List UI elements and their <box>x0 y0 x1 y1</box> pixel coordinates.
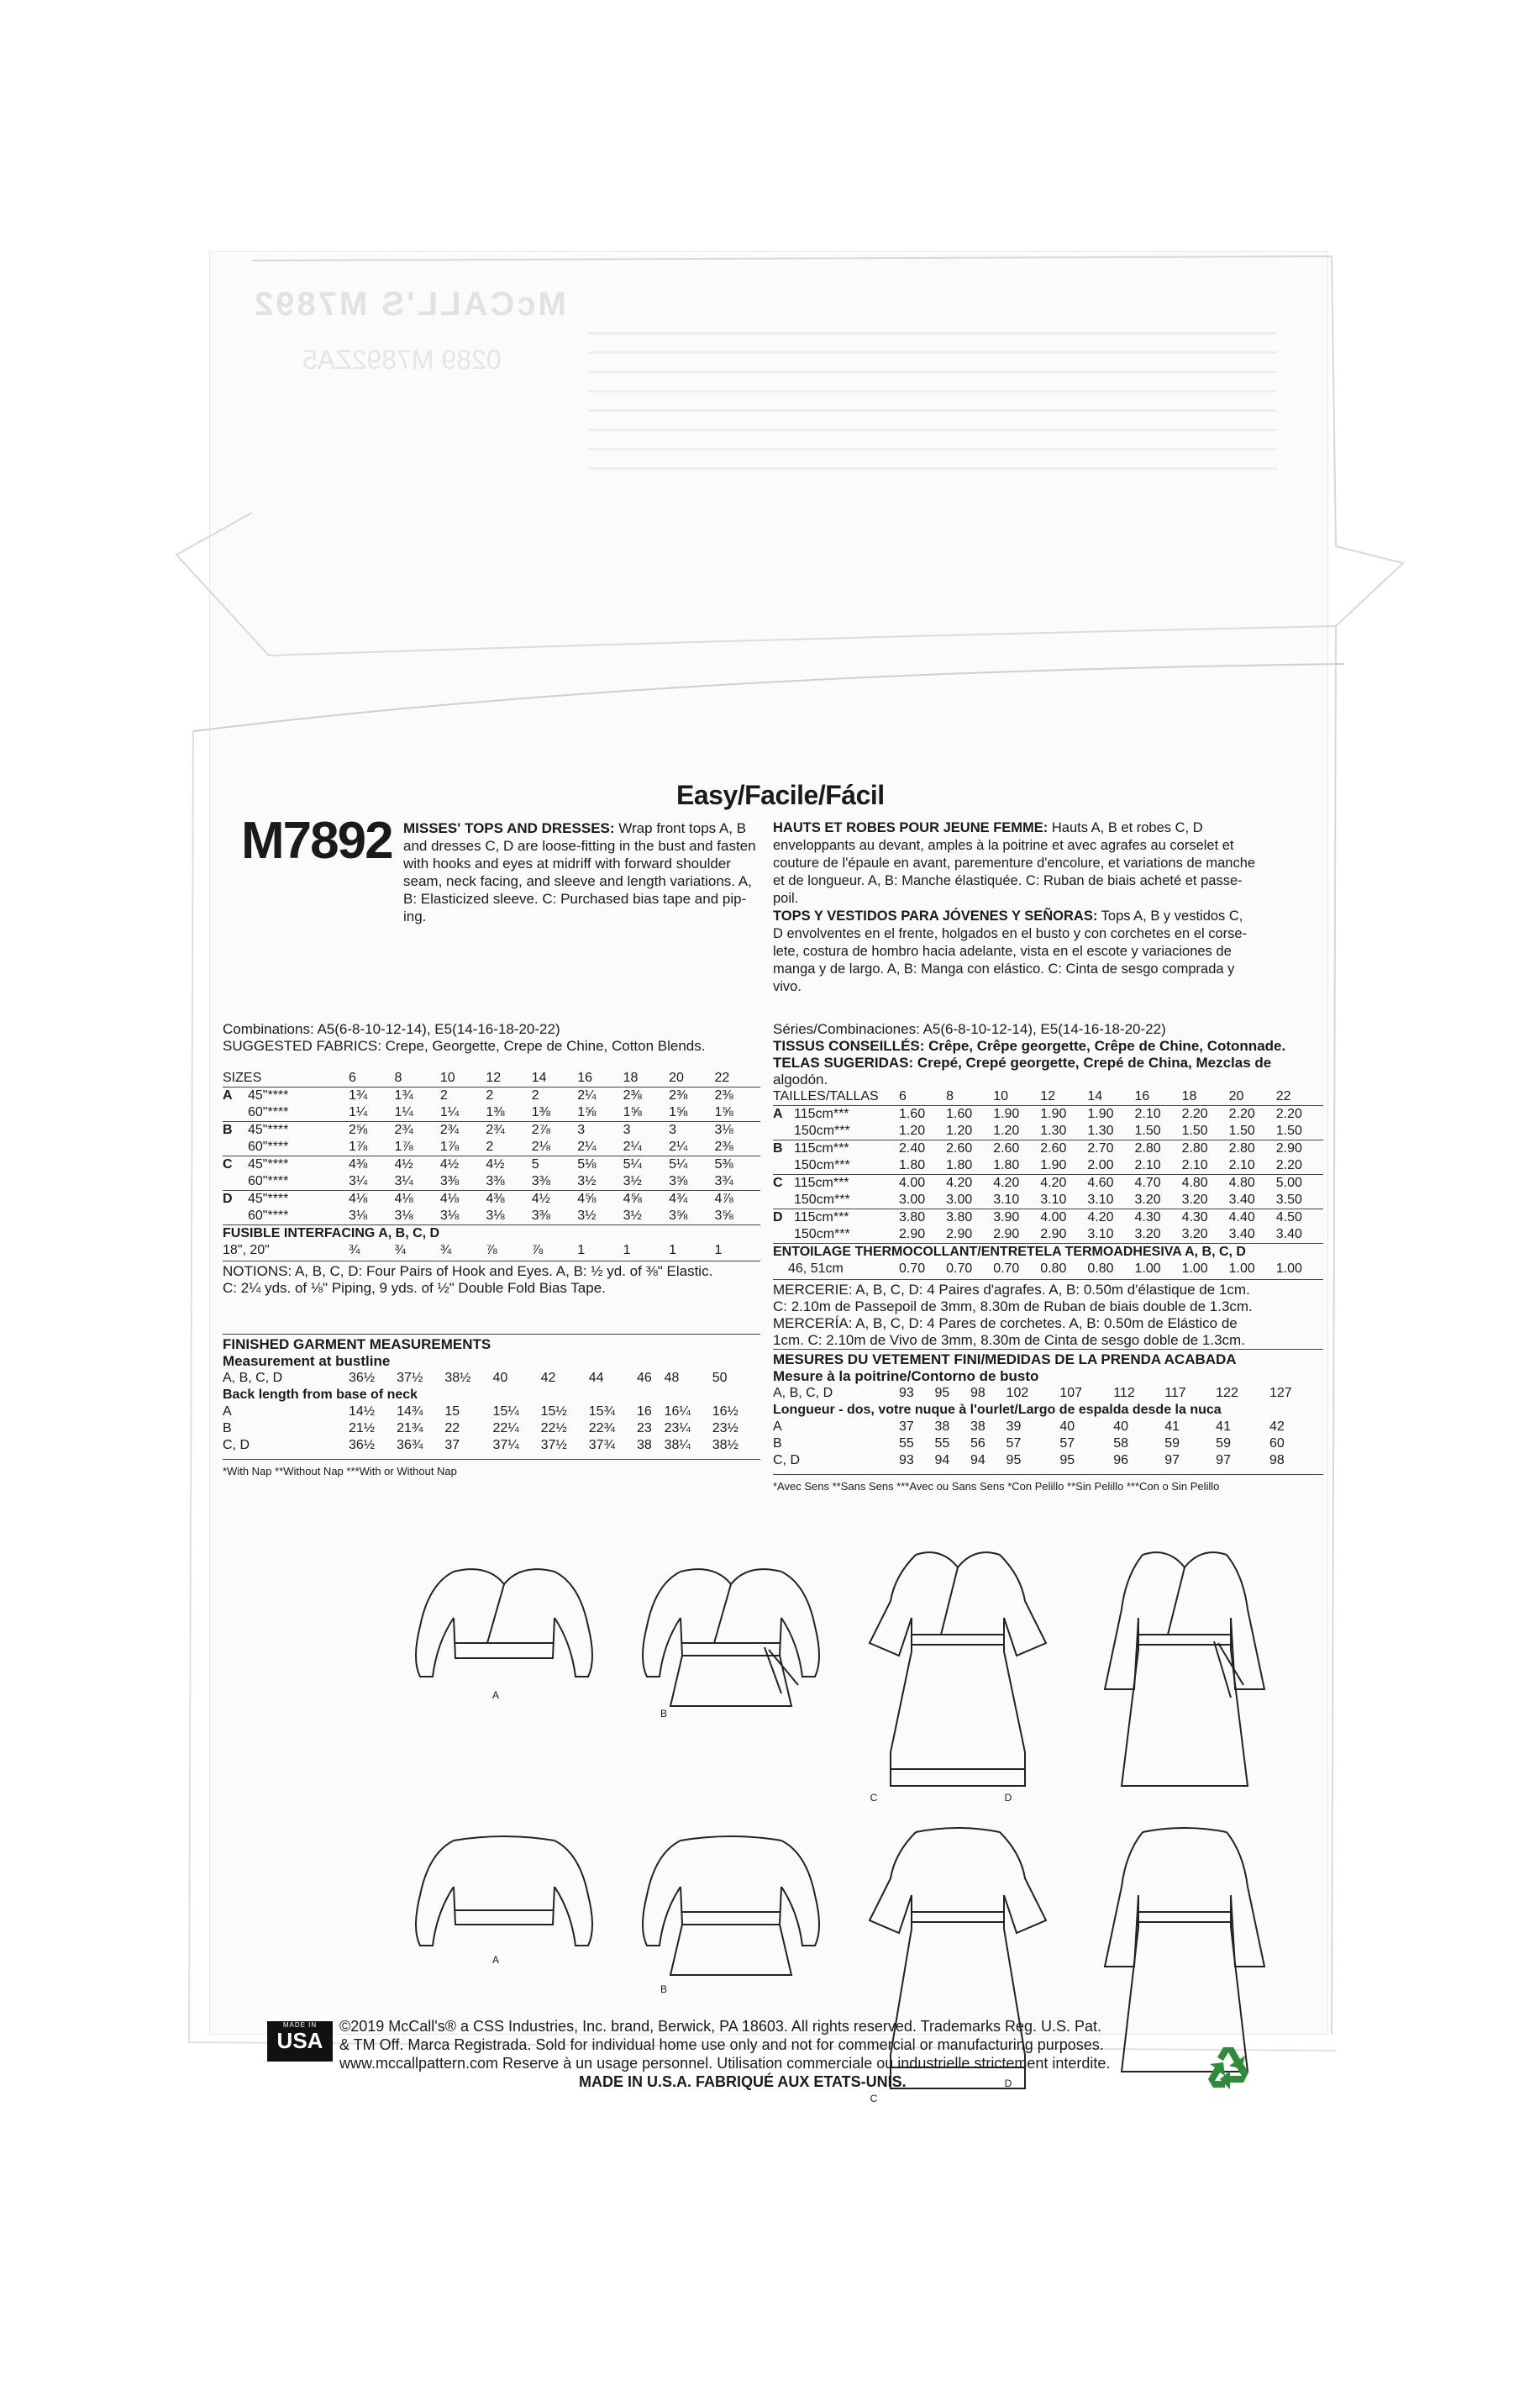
table-row: 18", 20" ¾ ¾ ¾ ⅞ ⅞ 1 1 1 1 <box>223 1243 723 1257</box>
description-en: MISSES' TOPS AND DRESSES: Wrap front tops A, B and dresses C, D are loose-fitting in the bust and fasten with hooks and eyes at midriff with forward shoulder seam, neck facing, and sleeve and length variations. A, B: Elasticized sleeve. C: Purchased bias tape and pip- ing. <box>403 820 756 924</box>
finished-measurements-fr: MESURES DU VETEMENT FINI/MEDIDAS DE LA PRENDA ACABADA Mesure à la poitrine/Contorno de busto A, B, C, D 93 95 98 102 107 112 117 122 127 Longueur - dos, votre nuque à l'ourlet/Largo de espalda desde la nuca A 37 38 38 39 40 40 41 41 42 B 55 55 56 57 57 58 59 59 60 C, D 93 94 94 95 95 96 97 97 98 *Avec Sens **Sans Sens ***Avec ou Sans Sens *Con Pelillo **Sin Pelillo ***Con o Sin Pelillo <box>773 1349 1323 1495</box>
table-row: ENTOILAGE THERMOCOLLANT/ENTRETELA TERMOADHESIVA A, B, C, D <box>773 1244 1323 1261</box>
table-row: B 45"**** 2⅝ 2¾ 2¾ 2¾ 2⅞ 3 3 3 3⅛ <box>223 1122 760 1140</box>
copyright-text: ©2019 McCall's® a CSS Industries, Inc. brand, Berwick, PA 18603. All rights reserved. Trademarks Reg. U.S. Pat. & TM Off. Marca Registrada. Sold for individual home use only and not for commercial or manufacturing purposes. www.mccallpattern.com Reserve à un usage personnel. Utilisation commerciale ou industrielle strictement interdite. MADE IN U.S.A. FABRIQUÉ AUX ETATS-UNIS. <box>339 2018 1111 2090</box>
footnote-fr-es: *Avec Sens **Sans Sens ***Avec ou Sans Sens *Con Pelillo **Sin Pelillo ***Con o Sin Pelillo <box>773 1474 1323 1495</box>
table-row: C 45"**** 4⅜ 4½ 4½ 4½ 5 5⅛ 5¼ 5¼ 5⅜ <box>223 1156 760 1174</box>
fabrics-en: SUGGESTED FABRICS: Crepe, Georgette, Crepe de Chine, Cotton Blends. <box>223 1038 706 1054</box>
footnote-en: *With Nap **Without Nap ***With or Without Nap <box>223 1459 760 1480</box>
finished-measurements-en: FINISHED GARMENT MEASUREMENTS Measurement at bustline A, B, C, D 36½ 37½ 38½ 40 42 44 46 48 50 Back length from base of neck A 14½ 14¾ 15 15¼ 15½ 15¾ 16 16¼ 16½ B 21½ 21¾ 22 22¼ 22½ 22¾ 23 23¼ 23½ C, D 36½ 36¾ 37 37¼ 37½ 37¾ 38 38¼ 38½ *With Nap **Without Nap ***With or Without Nap <box>223 1334 760 1480</box>
difficulty-label: Easy/Facile/Fácil <box>676 780 885 810</box>
technical-drawings <box>403 1551 1336 2391</box>
table-row: 60"**** 1¼ 1¼ 1¼ 1⅜ 1⅜ 1⅝ 1⅝ 1⅝ 1⅝ <box>248 1105 733 1119</box>
table-row: A 37 38 38 39 40 40 41 41 42 <box>773 1419 1285 1434</box>
table-row: A 45"**** 1¾ 1¾ 2 2 2 2¼ 2⅜ 2⅜ 2⅜ <box>223 1088 760 1105</box>
table-row: 60"**** 3¼ 3¼ 3⅜ 3⅜ 3⅜ 3½ 3½ 3⅝ 3¾ <box>248 1174 733 1188</box>
table-row: D 115cm*** 3.80 3.80 3.90 4.00 4.20 4.30 4.30 4.40 4.50 <box>773 1209 1323 1227</box>
size-header-row: SIZES 6 8 10 12 14 16 18 20 22 <box>223 1070 760 1088</box>
english-chart <box>223 1021 760 1480</box>
fabrics-fr: TISSUS CONSEILLÉS: Crêpe, Crêpe georgette, Crêpe de Chine, Cotonnade. <box>773 1038 1286 1054</box>
view-label-a-back: A <box>491 1954 499 1966</box>
view-label-b-back: B <box>660 1983 667 1995</box>
finished-table-en <box>223 1370 760 1454</box>
table-row: 150cm*** 2.90 2.90 2.90 2.90 3.10 3.20 3.20 3.40 3.40 <box>794 1227 1302 1241</box>
view-label-c-back: C <box>870 2093 878 2104</box>
yardage-table-en <box>223 1070 760 1259</box>
table-row: 60"**** 3⅛ 3⅛ 3⅛ 3⅛ 3⅜ 3½ 3½ 3⅝ 3⅝ <box>248 1209 733 1223</box>
description-es-title: TOPS Y VESTIDOS PARA JÓVENES Y SEÑORAS: <box>773 908 1098 924</box>
view-b-back-drawing <box>643 1836 819 1975</box>
combinations-fr: Séries/Combinaciones: A5(6-8-10-12-14), E5(14-16-18-20-22) <box>773 1021 1166 1037</box>
bleed-through-title: McCALL'S M7892 <box>252 286 566 323</box>
table-row: C, D 93 94 94 95 95 96 97 97 98 <box>773 1453 1285 1467</box>
pattern-number: M7892 <box>241 812 392 870</box>
table-row: C, D 36½ 36¾ 37 37¼ 37½ 37¾ 38 38¼ 38½ <box>223 1438 738 1452</box>
combinations-en: Combinations: A5(6-8-10-12-14), E5(14-16-18-20-22) <box>223 1021 560 1037</box>
view-label-b-front: B <box>660 1708 667 1720</box>
table-row: A, B, C, D 93 95 98 102 107 112 117 122 127 <box>773 1386 1292 1400</box>
description-fr-es: HAUTS ET ROBES POUR JEUNE FEMME: Hauts A, B et robes C, D enveloppants au devant, amples à la poitrine et avec agrafes au corselet et couture de l'épaule en avant, parementure d'encolure, et variations de manche et de longueur. A, B: Manche élastiquée. C: Ruban de biais acheté et passe- poil. TOPS Y VESTIDOS PARA JÓVENES Y SEÑORAS: Tops A, B y vestidos C, D envolventes en el frente, holgados en el busto y con corchetes en el corse- lete, costura de hombro hacia adelante, vista en el escote y variaciones de manga y de largo. A, B: Manga con elástico. C: Cinta de sesgo comprada y vivo. <box>773 820 1256 994</box>
size-header-row: TAILLES/TALLAS 6 8 10 12 14 16 18 20 22 <box>773 1088 1323 1106</box>
recycle-icon <box>1201 2042 1255 2096</box>
view-b-front-drawing <box>643 1569 819 1706</box>
fabrics-es: TELAS SUGERIDAS: Crepé, Crepé georgette, Crepé de China, Mezclas de <box>773 1055 1272 1071</box>
table-row: FUSIBLE INTERFACING A, B, C, D <box>223 1225 760 1243</box>
view-label-d-front: D <box>1004 1792 1012 1804</box>
table-row: A, B, C, D 36½ 37½ 38½ 40 42 44 46 48 50 <box>223 1371 728 1385</box>
view-d-front-drawing <box>1105 1552 1264 1786</box>
finished-table-fr <box>773 1385 1323 1469</box>
view-label-c-front: C <box>870 1792 878 1804</box>
table-row: 150cm*** 1.20 1.20 1.20 1.30 1.30 1.50 1.50 1.50 1.50 <box>794 1124 1302 1138</box>
table-row: D 45"**** 4⅛ 4⅛ 4⅛ 4⅜ 4½ 4⅝ 4⅝ 4¾ 4⅞ <box>223 1191 760 1209</box>
table-row: 46, 51cm 0.70 0.70 0.70 0.80 0.80 1.00 1.00 1.00 1.00 <box>788 1261 1302 1276</box>
bleed-through-code: 0289 M7892ZA5 <box>302 345 502 375</box>
yardage-table-fr <box>773 1088 1323 1277</box>
view-label-a-front: A <box>491 1689 499 1701</box>
bleed-through-rows <box>588 332 1277 487</box>
table-row: C 115cm*** 4.00 4.20 4.20 4.20 4.60 4.70 4.80 4.80 5.00 <box>773 1175 1323 1193</box>
notions-en: NOTIONS: A, B, C, D: Four Pairs of Hook and Eyes. A, B: ½ yd. of ⅜" Elastic. C: 2¼ yds. of ⅛" Piping, 9 yds. of ½" Double Fold Bias Tape. <box>223 1261 760 1297</box>
view-c-front-drawing <box>870 1552 1046 1786</box>
view-a-back-drawing <box>416 1836 592 1946</box>
view-label-d-back: D <box>1004 2078 1012 2089</box>
table-row: B 21½ 21¾ 22 22¼ 22½ 22¾ 23 23¼ 23½ <box>223 1421 738 1435</box>
table-row: 150cm*** 1.80 1.80 1.80 1.90 2.00 2.10 2.10 2.10 2.20 <box>794 1158 1302 1172</box>
table-row: 150cm*** 3.00 3.00 3.10 3.10 3.10 3.20 3.20 3.40 3.50 <box>794 1193 1302 1207</box>
table-row: A 115cm*** 1.60 1.60 1.90 1.90 1.90 2.10 2.20 2.20 2.20 <box>773 1106 1323 1124</box>
description-fr-title: HAUTS ET ROBES POUR JEUNE FEMME: <box>773 820 1049 835</box>
made-in-usa-badge: MADE IN USA <box>267 2021 333 2062</box>
french-chart: Séries/Combinaciones: A5(6-8-10-12-14), E5(14-16-18-20-22) TISSUS CONSEILLÉS: Crêpe, Crêpe georgette, Crêpe de Chine, Cotonnade. TELAS SUGERIDAS: Crepé, Crepé georgette, Crepé de China, Mezclas de algodón. TAILLES/TALLAS 6 8 10 12 14 16 18 20 22 A 115cm*** 1.60 1.60 1.90 1.90 1.90 2.10 2.20 2.20 2.20 150cm*** 1.20 1.20 1.20 1.30 1.30 1.50 1.50 1.50 1.50 B 115cm*** 2.40 2.60 2.60 2.60 2.70 2.80 2.80 2.80 2.90 150cm*** 1.80 1.80 1.80 1.90 2.00 2.10 2.10 2.10 2.20 C 115cm*** 4.00 4.20 4.20 4.20 4.60 4.70 4.80 4.80 5.00 150cm*** 3.00 3.00 3.10 3.10 3.10 3.20 3.20 3.40 3.50 D 115cm*** 3.80 3.80 3.90 4.00 4.20 4.30 4.30 4.40 4.50 150cm*** 2.90 2.90 2.90 2.90 3.10 3.20 3.20 3.40 3.40 ENTOILAGE THERMOCOLLANT/ENTRETELA TERMOADHESIVA A, B, C, D 46, 51cm 0.70 0.70 0.70 0.80 0.80 1.00 1.00 1.00 1.00 MERCERIE: A, B, C, D: 4 Paires d'agrafes. A, B: 0.50m d'élastique de 1cm. C: 2.10m de Passepoil de 3mm, 8.30m de Ruban de biais double de 1.3cm. MERCERÍA: A, B, C, D: 4 Pares de corchetes. A, B: 0.50m de Elástico de 1cm. C: 2.10m de Vivo de 3mm, 8.30m de Cinta de sesgo doble de 1.3cm. MESURES DU VETEMENT FINI/MEDIDAS DE LA PRENDA ACABADA Mesure à la poitrine/Contorno de busto A, B, C, D 93 95 98 102 107 112 117 122 127 Longueur - dos, votre nuque à l'ourlet/Largo de espalda desde la nuca A 37 38 38 39 40 40 41 41 42 B 55 55 56 57 57 58 59 59 60 C, D 93 94 94 95 95 96 97 97 98 *Avec Sens **Sans Sens ***Avec ou Sans Sens *Con Pelillo **Sin Pelillo ***Con o Sin Pelillo <box>773 1021 1323 1495</box>
table-row: Back length from base of neck <box>223 1388 418 1402</box>
table-row: B 115cm*** 2.40 2.60 2.60 2.60 2.70 2.80 2.80 2.80 2.90 <box>773 1140 1323 1158</box>
table-row: B 55 55 56 57 57 58 59 59 60 <box>773 1436 1285 1451</box>
notions-fr-es: MERCERIE: A, B, C, D: 4 Paires d'agrafes. A, B: 0.50m d'élastique de 1cm. C: 2.10m de Passepoil de 3mm, 8.30m de Ruban de biais double de 1.3cm. MERCERÍA: A, B, C, D: 4 Pares de corchetes. A, B: 0.50m de Elástico de 1cm. C: 2.10m de Vivo de 3mm, 8.30m de Cinta de sesgo doble de 1.3cm. <box>773 1279 1323 1349</box>
table-row: A 14½ 14¾ 15 15¼ 15½ 15¾ 16 16¼ 16½ <box>223 1404 738 1419</box>
table-row: 60"**** 1⅞ 1⅞ 1⅞ 2 2⅛ 2¼ 2¼ 2¼ 2⅜ <box>248 1140 733 1154</box>
view-a-front-drawing <box>416 1569 592 1677</box>
table-row: Longueur - dos, votre nuque à l'ourlet/Largo de espalda desde la nuca <box>773 1403 1222 1417</box>
description-en-title: MISSES' TOPS AND DRESSES: <box>403 820 615 836</box>
copyright-footer <box>267 2017 1317 2126</box>
